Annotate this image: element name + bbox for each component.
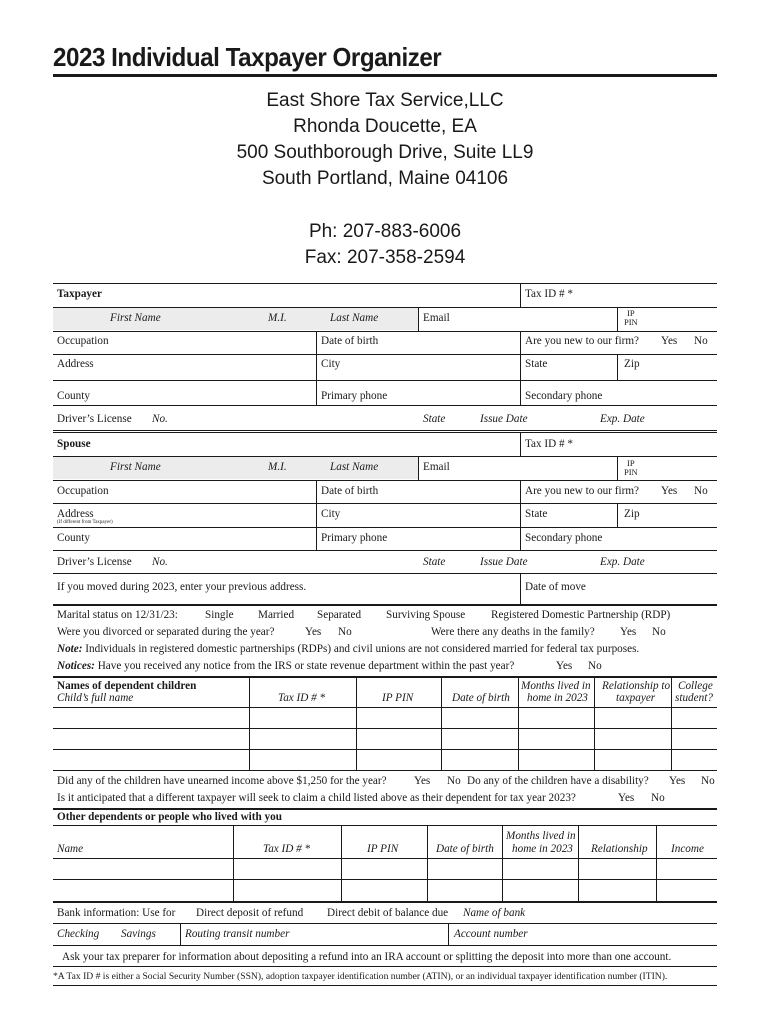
dependents-relationship-header-1: Relationship to [602, 680, 671, 692]
savings-option[interactable]: Savings [121, 928, 156, 940]
spouse-occupation-field[interactable]: Occupation [57, 485, 109, 497]
account-number-field[interactable]: Account number [454, 928, 528, 940]
spouse-zip-field[interactable]: Zip [624, 508, 640, 520]
divorced-yes[interactable]: Yes [305, 626, 322, 638]
spouse-mi-field[interactable]: M.I. [268, 461, 287, 473]
title-rule [53, 74, 717, 77]
spouse-state-field[interactable]: State [525, 508, 548, 520]
dependents-months-header-2: home in 2023 [527, 692, 588, 704]
spouse-dob-field[interactable]: Date of birth [321, 485, 379, 497]
firm-city: South Portland, Maine 04106 [261, 168, 509, 189]
dependents-ip-pin-header: IP PIN [382, 692, 414, 704]
checking-option[interactable]: Checking [57, 928, 100, 940]
dependents-heading: Names of dependent children [57, 680, 197, 692]
unearned-income-question: Did any of the children have unearned income above $1,250 for the year? [57, 775, 387, 787]
dependent-row-2[interactable] [53, 729, 717, 749]
marital-surviving-spouse-option[interactable]: Surviving Spouse [386, 609, 466, 621]
marital-status-label: Marital status on 12/31/23: [57, 609, 178, 621]
other-dependents-heading: Other dependents or people who lived with you [57, 811, 282, 823]
spouse-heading: Spouse [57, 438, 91, 450]
dependent-row-1[interactable] [53, 708, 717, 728]
notices-question: Have you received any notice from the IRS or state revenue department within the past year? [97, 660, 515, 672]
taxpayer-state-field[interactable]: State [525, 358, 548, 370]
dependents-tax-id-header: Tax ID # * [278, 692, 326, 704]
spouse-county-field[interactable]: County [57, 532, 90, 544]
taxpayer-new-firm-question: Are you new to our firm? [525, 335, 640, 347]
taxpayer-last-name-field[interactable]: Last Name [330, 312, 379, 324]
taxpayer-city-field[interactable]: City [321, 358, 341, 370]
dependents-relationship-header-2: taxpayer [616, 692, 656, 704]
taxpayer-new-firm-no[interactable]: No [694, 335, 708, 347]
spouse-ip-label: IP [627, 458, 635, 468]
notices-no[interactable]: No [588, 660, 602, 672]
others-months-header-1: Months lived in [506, 830, 576, 842]
claim-yes[interactable]: Yes [618, 792, 635, 804]
spouse-last-name-field[interactable]: Last Name [330, 461, 379, 473]
taxpayer-dob-field[interactable]: Date of birth [321, 335, 379, 347]
preparer-name: Rhonda Doucette, EA [293, 116, 477, 137]
others-dob-header: Date of birth [436, 843, 494, 855]
previous-address-field[interactable]: If you moved during 2023, enter your previous address. [57, 581, 307, 593]
spouse-dl-state-field[interactable]: State [423, 556, 446, 568]
others-ip-pin-header: IP PIN [367, 843, 399, 855]
disability-no[interactable]: No [701, 775, 715, 787]
spouse-tax-id-field[interactable]: Tax ID # * [525, 438, 573, 450]
spouse-new-firm-no[interactable]: No [694, 485, 708, 497]
dependents-subheading: Child’s full name [57, 692, 134, 704]
firm-phone: Ph: 207-883-6006 [308, 221, 462, 242]
divorced-no[interactable]: No [338, 626, 352, 638]
taxpayer-tax-id-field[interactable]: Tax ID # * [525, 288, 573, 300]
taxpayer-occupation-field[interactable]: Occupation [57, 335, 109, 347]
firm-name: East Shore Tax Service,LLC [266, 90, 504, 111]
spouse-dl-number-field[interactable]: No. [152, 556, 168, 568]
dependents-months-header-1: Months lived in [521, 680, 591, 692]
others-income-header: Income [671, 843, 704, 855]
taxpayer-drivers-license-label: Driver’s License [57, 413, 132, 425]
deaths-no[interactable]: No [652, 626, 666, 638]
spouse-primary-phone-field[interactable]: Primary phone [321, 532, 388, 544]
spouse-email-field[interactable]: Email [423, 461, 450, 473]
taxpayer-ip-label: IP [627, 308, 635, 318]
taxpayer-dl-number-field[interactable]: No. [152, 413, 168, 425]
form-title: 2023 Individual Taxpayer Organizer [53, 42, 442, 72]
marital-single-option[interactable]: Single [205, 609, 234, 621]
taxpayer-email-field[interactable]: Email [423, 312, 450, 324]
others-name-header: Name [57, 843, 84, 855]
dependent-row-3[interactable] [53, 750, 717, 770]
claim-question: Is it anticipated that a different taxpayer will seek to claim a child listed above as their dependent for tax year 2023? [57, 792, 576, 804]
spouse-address-note: (If different from Taxpayer) [57, 520, 113, 525]
ira-note: Ask your tax preparer for information about depositing a refund into an IRA account or splitting the deposit into more than one account. [62, 951, 672, 963]
claim-no[interactable]: No [651, 792, 665, 804]
others-relationship-header: Relationship [591, 843, 648, 855]
taxpayer-primary-phone-field[interactable]: Primary phone [321, 390, 388, 402]
date-of-move-field[interactable]: Date of move [525, 581, 586, 593]
marital-rdp-option[interactable]: Registered Domestic Partnership (RDP) [491, 609, 671, 621]
taxpayer-dl-state-field[interactable]: State [423, 413, 446, 425]
other-dependent-row-1[interactable] [53, 859, 717, 879]
taxpayer-heading: Taxpayer [57, 288, 102, 300]
spouse-dl-exp-date-field[interactable]: Exp. Date [600, 556, 645, 568]
taxpayer-first-name-field[interactable]: First Name [110, 312, 161, 324]
other-dependent-row-2[interactable] [53, 880, 717, 900]
spouse-secondary-phone-field[interactable]: Secondary phone [525, 532, 603, 544]
deaths-question: Were there any deaths in the family? [431, 626, 595, 638]
firm-fax: Fax: 207-358-2594 [304, 247, 466, 268]
spouse-address-field[interactable]: Address [57, 508, 94, 520]
notices-label: Notices: [57, 660, 95, 672]
marital-married-option[interactable]: Married [258, 609, 295, 621]
others-months-header-2: home in 2023 [512, 843, 573, 855]
dependents-college-header-2: student? [675, 692, 713, 704]
taxpayer-secondary-phone-field[interactable]: Secondary phone [525, 390, 603, 402]
dependents-dob-header: Date of birth [452, 692, 510, 704]
spouse-first-name-field[interactable]: First Name [110, 461, 161, 473]
taxpayer-dl-issue-date-field[interactable]: Issue Date [480, 413, 528, 425]
direct-deposit-option[interactable]: Direct deposit of refund [196, 907, 304, 919]
tax-id-footnote: *A Tax ID # is either a Social Security Number (SSN), adoption taxpayer identification number (ATIN), or an individual taxpayer identification number (ITIN). [53, 971, 668, 982]
spouse-city-field[interactable]: City [321, 508, 341, 520]
routing-number-field[interactable]: Routing transit number [185, 928, 290, 940]
dependents-college-header-1: College [678, 680, 713, 692]
spouse-drivers-license-label: Driver’s License [57, 556, 132, 568]
divorced-question: Were you divorced or separated during the year? [57, 626, 275, 638]
taxpayer-address-field[interactable]: Address [57, 358, 94, 370]
firm-street: 500 Southborough Drive, Suite LL9 [236, 142, 534, 163]
bank-info-label: Bank information: Use for [57, 907, 176, 919]
marital-separated-option[interactable]: Separated [317, 609, 362, 621]
taxpayer-pin-field[interactable]: PIN [624, 317, 638, 327]
spouse-dl-issue-date-field[interactable]: Issue Date [480, 556, 528, 568]
taxpayer-county-field[interactable]: County [57, 390, 90, 402]
spouse-new-firm-yes[interactable]: Yes [661, 485, 678, 497]
notices-yes[interactable]: Yes [556, 660, 573, 672]
taxpayer-mi-field[interactable]: M.I. [268, 312, 287, 324]
disability-question: Do any of the children have a disability? [467, 775, 649, 787]
note-label: Note: [57, 643, 83, 655]
taxpayer-new-firm-yes[interactable]: Yes [661, 335, 678, 347]
unearned-yes[interactable]: Yes [414, 775, 431, 787]
note-text: Individuals in registered domestic partnerships (RDPs) and civil unions are not considered married for federal tax purposes. [85, 643, 640, 655]
disability-yes[interactable]: Yes [669, 775, 686, 787]
unearned-no[interactable]: No [447, 775, 461, 787]
deaths-yes[interactable]: Yes [620, 626, 637, 638]
direct-debit-option[interactable]: Direct debit of balance due [327, 907, 449, 919]
spouse-pin-field[interactable]: PIN [624, 467, 638, 477]
spouse-new-firm-question: Are you new to our firm? [525, 485, 640, 497]
bank-name-field[interactable]: Name of bank [463, 907, 526, 919]
taxpayer-zip-field[interactable]: Zip [624, 358, 640, 370]
taxpayer-dl-exp-date-field[interactable]: Exp. Date [600, 413, 645, 425]
others-tax-id-header: Tax ID # * [263, 843, 311, 855]
